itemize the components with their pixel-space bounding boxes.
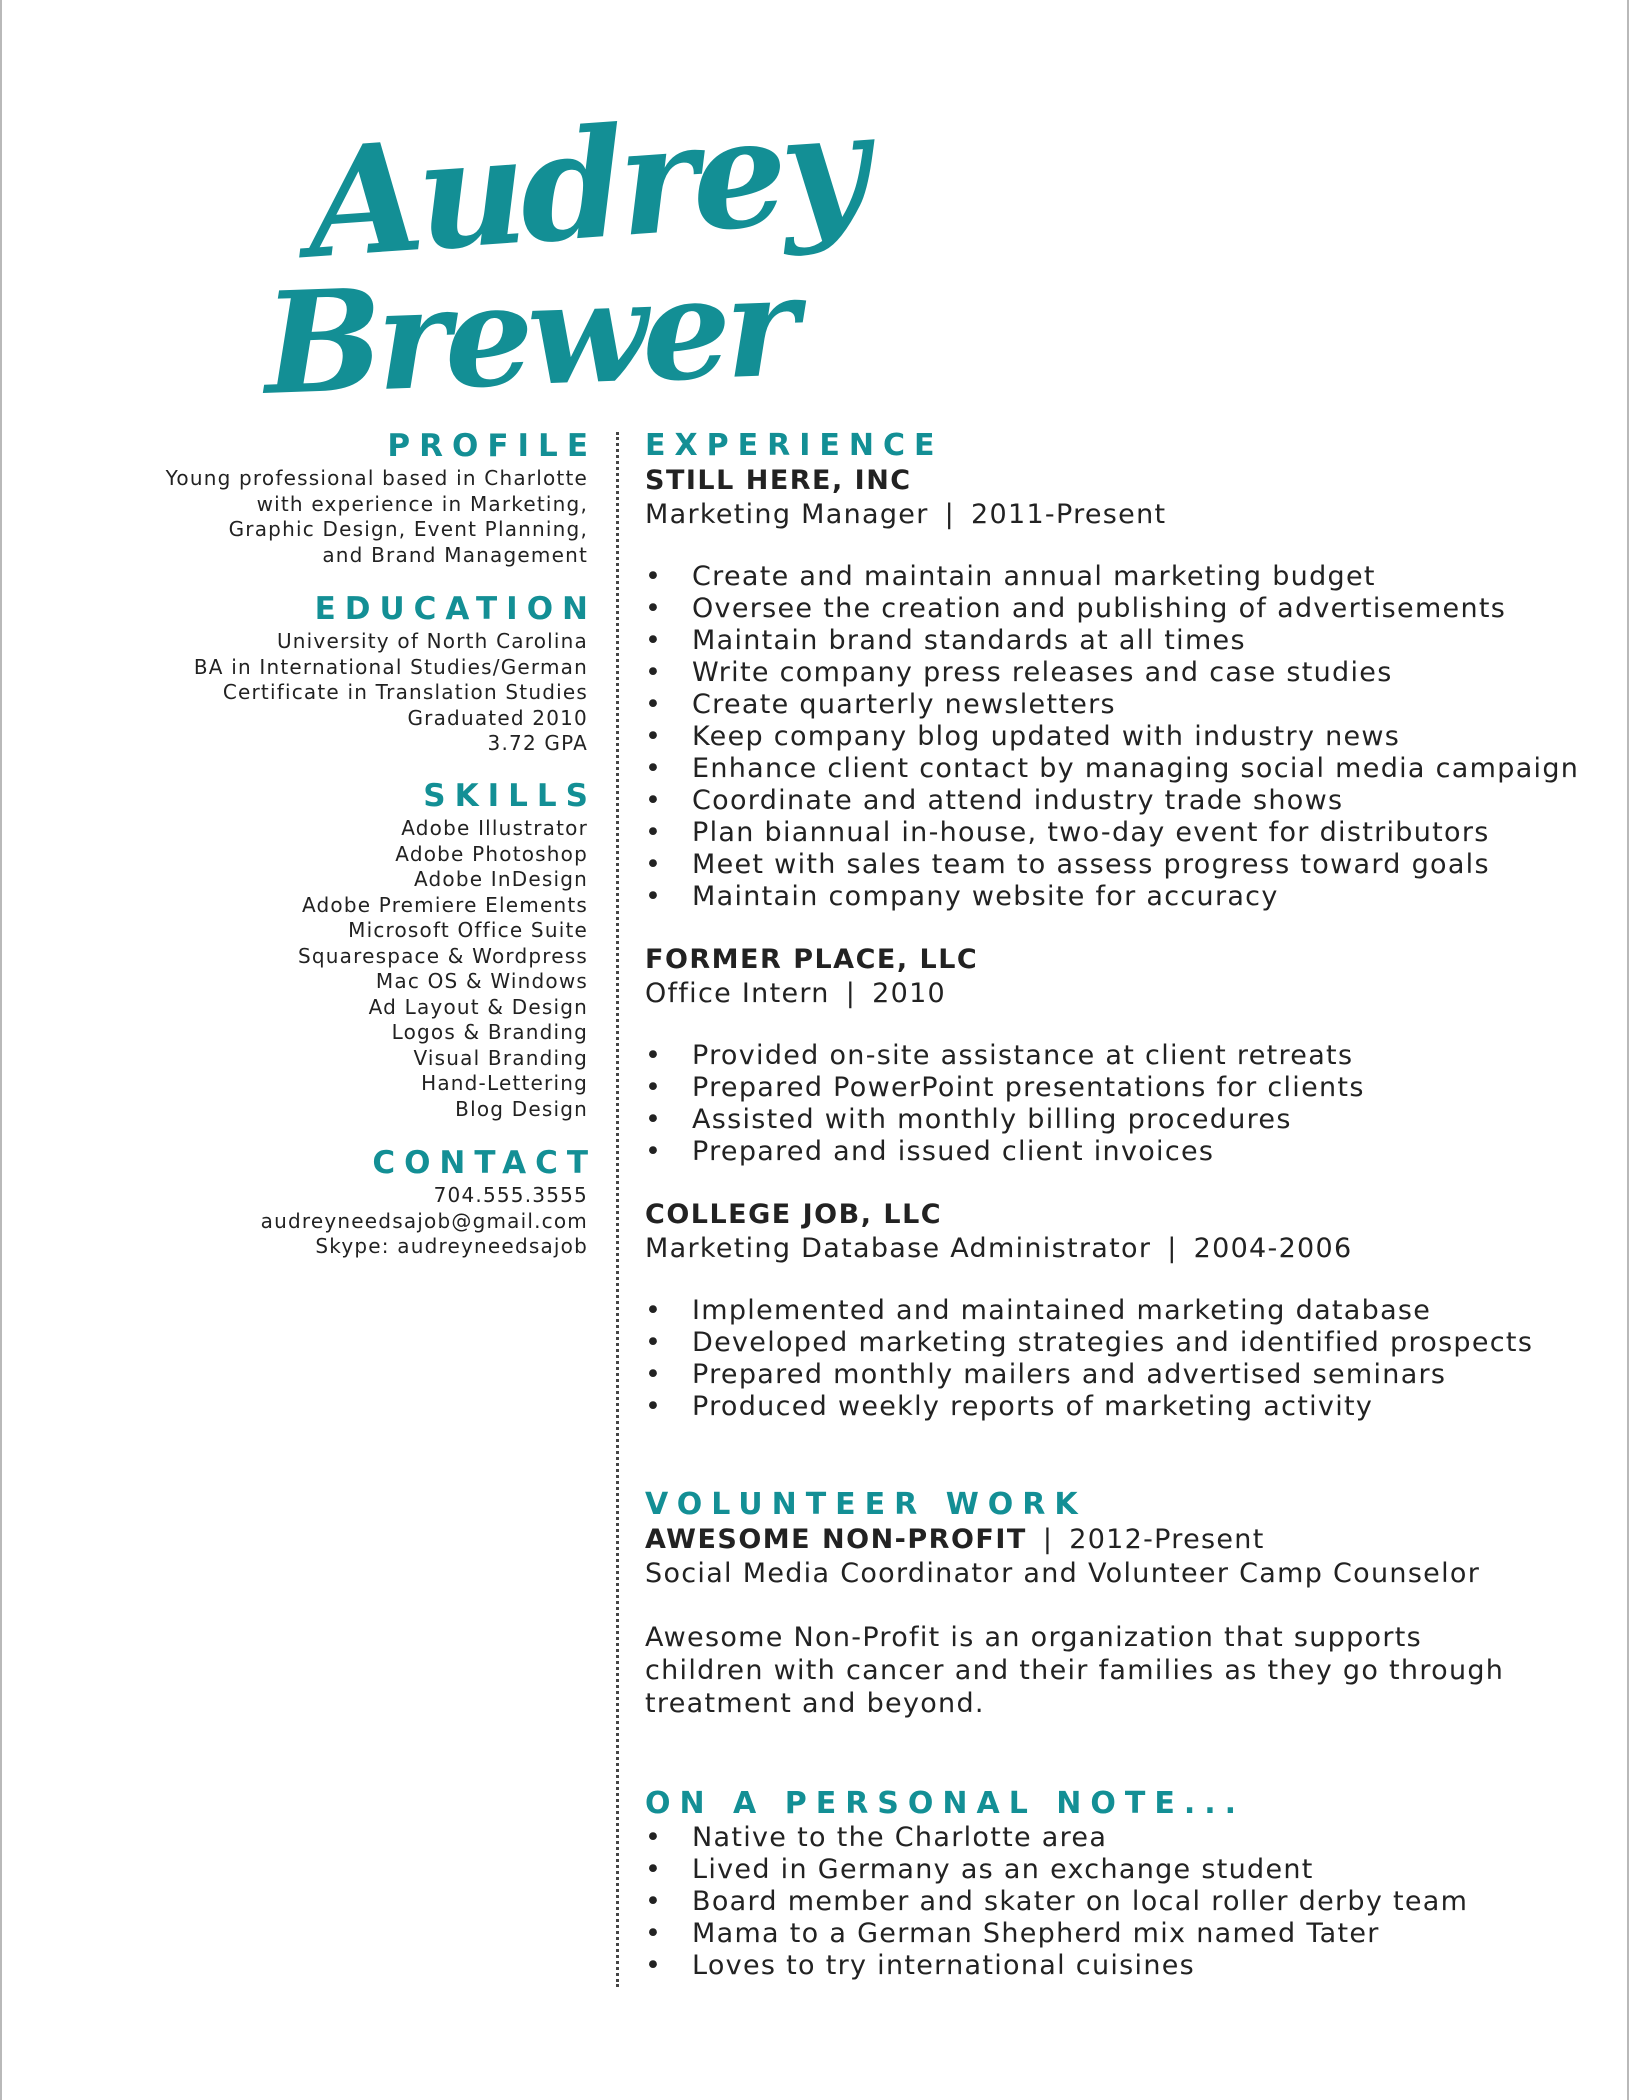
bullet-dot: • — [645, 1950, 663, 1981]
job-bullet — [645, 657, 1595, 689]
bullet-dot: • — [645, 1391, 663, 1422]
bullet-dot: • — [645, 1295, 663, 1326]
bullet-dot: • — [645, 817, 663, 848]
skill-item: Mac OS & Windows — [375, 969, 588, 993]
job-bullet — [645, 1359, 1595, 1391]
volunteer-role: Social Media Coordinator and Volunteer Camp Counselor — [645, 1558, 1481, 1589]
job-bullet — [645, 849, 1595, 881]
profile-heading: PROFILE — [387, 428, 597, 464]
bullet-text: Provided on-site assistance at client retreats — [692, 1040, 1354, 1071]
job-bullet — [645, 689, 1595, 721]
skills-section — [42, 778, 597, 1122]
separator: | — [1042, 1524, 1054, 1555]
job-bullet — [645, 785, 1595, 817]
bullet-dot: • — [645, 1136, 663, 1167]
job-title: Marketing Database Administrator — [645, 1233, 1152, 1264]
job-role-line — [645, 498, 1595, 532]
personal-heading: ON A PERSONAL NOTE... — [645, 1786, 1246, 1821]
experience-section — [645, 428, 1595, 913]
job-bullet — [645, 593, 1595, 625]
personal-bullet — [645, 1886, 1595, 1918]
contact-heading: CONTACT — [372, 1145, 597, 1181]
skill-item: Adobe Illustrator — [401, 816, 588, 840]
job-bullet — [645, 881, 1595, 913]
last-name: Brewer — [261, 244, 796, 427]
skill-item: Adobe InDesign — [413, 867, 588, 891]
bullet-text: Coordinate and attend industry trade shows — [692, 785, 1344, 816]
skill-item: Hand-Lettering — [421, 1071, 588, 1095]
job-entry — [645, 943, 1595, 1168]
profile-line: with experience in Marketing, — [256, 491, 588, 516]
bullet-text: Plan biannual in-house, two-day event for distributors — [692, 817, 1490, 848]
volunteer-description — [645, 1621, 1595, 1720]
bullet-dot: • — [645, 881, 663, 912]
bullet-text: Prepared monthly mailers and advertised seminars — [692, 1359, 1447, 1390]
experience-heading: EXPERIENCE — [645, 428, 944, 463]
bullet-dot: • — [645, 593, 663, 624]
bullet-text: Maintain company website for accuracy — [692, 881, 1279, 912]
job-bullet — [645, 1391, 1595, 1423]
bullet-text: Maintain brand standards at all times — [692, 625, 1246, 656]
separator: | — [1167, 1233, 1178, 1264]
description-line: Awesome Non-Profit is an organization that supports — [645, 1622, 1423, 1653]
skill-item: Adobe Photoshop — [395, 841, 588, 866]
bullet-text: Board member and skater on local roller derby team — [692, 1886, 1469, 1917]
volunteer-org-line — [645, 1523, 1595, 1557]
bullet-dot: • — [645, 1359, 663, 1390]
skills-heading: SKILLS — [423, 778, 597, 814]
bullet-dot: • — [645, 849, 663, 880]
personal-bullets — [645, 1822, 1595, 1982]
skill-item: Visual Branding — [413, 1045, 588, 1070]
description-line: children with cancer and their families as they go through — [645, 1655, 1505, 1686]
profile-line: and Brand Management — [322, 542, 588, 567]
job-bullets — [645, 1040, 1595, 1168]
job-bullet — [645, 1136, 1595, 1168]
bullet-text: Mama to a German Shepherd mix named Tater — [692, 1918, 1380, 1949]
description-line: treatment and beyond. — [645, 1688, 985, 1719]
job-bullet — [645, 1072, 1595, 1104]
personal-bullet — [645, 1822, 1595, 1854]
bullet-dot: • — [645, 1327, 663, 1358]
job-bullet — [645, 721, 1595, 753]
bullet-dot: • — [645, 1918, 663, 1949]
bullet-dot: • — [645, 1104, 663, 1135]
bullet-text: Prepared and issued client invoices — [692, 1136, 1215, 1167]
education-line: BA in International Studies/German — [193, 654, 588, 679]
bullet-text: Lived in Germany as an exchange student — [692, 1854, 1314, 1885]
job-role-line — [645, 1232, 1595, 1266]
volunteer-heading: VOLUNTEER WORK — [645, 1487, 1087, 1522]
skill-item: Squarespace & Wordpress — [297, 943, 588, 968]
skill-item: Blog Design — [455, 1096, 588, 1121]
separator: | — [944, 499, 956, 530]
separator: | — [845, 978, 857, 1009]
bullet-dot: • — [645, 721, 663, 752]
bullet-dot: • — [645, 657, 663, 688]
volunteer-org: AWESOME NON-PROFIT — [645, 1524, 1027, 1555]
skills-list — [42, 816, 588, 1122]
bullet-text: Assisted with monthly billing procedures — [692, 1104, 1292, 1135]
bullet-dot: • — [645, 785, 663, 816]
contact-section — [42, 1145, 597, 1260]
column-divider — [616, 432, 619, 1987]
job-bullet — [645, 561, 1595, 593]
bullet-text: Implemented and maintained marketing database — [692, 1295, 1432, 1326]
job-company: STILL HERE, INC — [645, 465, 912, 496]
job-bullet — [645, 1040, 1595, 1072]
job-bullets — [645, 561, 1595, 913]
job-bullet — [645, 1327, 1595, 1359]
job-title: Office Intern — [645, 978, 830, 1009]
bullet-text: Native to the Charlotte area — [692, 1822, 1108, 1853]
bullet-dot: • — [645, 753, 663, 784]
bullet-text: Produced weekly reports of marketing activity — [692, 1391, 1374, 1422]
bullet-text: Create and maintain annual marketing budget — [692, 561, 1376, 592]
first-name: Audrey — [301, 78, 868, 293]
job-title: Marketing Manager — [645, 499, 929, 530]
job-bullet — [645, 1295, 1595, 1327]
bullet-text: Prepared PowerPoint presentations for clients — [692, 1072, 1365, 1103]
job-bullet — [645, 625, 1595, 657]
job-bullet — [645, 1104, 1595, 1136]
bullet-dot: • — [645, 689, 663, 720]
personal-section — [645, 1786, 1595, 1982]
education-line: University of North Carolina — [276, 629, 588, 653]
job-company: COLLEGE JOB, LLC — [645, 1199, 943, 1230]
skill-item: Microsoft Office Suite — [348, 918, 588, 942]
job-dates: 2011-Present — [971, 499, 1167, 530]
job-bullets — [645, 1295, 1595, 1423]
job-bullet — [645, 753, 1595, 785]
bullet-text: Meet with sales team to assess progress toward goals — [692, 849, 1490, 880]
skill-item: Adobe Premiere Elements — [301, 892, 588, 917]
bullet-text: Loves to try international cuisines — [692, 1950, 1196, 1981]
bullet-dot: • — [645, 1886, 663, 1917]
bullet-dot: • — [645, 625, 663, 656]
bullet-dot: • — [645, 1040, 663, 1071]
job-dates: 2004-2006 — [1193, 1233, 1353, 1264]
job-bullet — [645, 817, 1595, 849]
personal-bullet — [645, 1918, 1595, 1950]
skill-item: Logos & Branding — [391, 1020, 588, 1044]
bullet-dot: • — [645, 1072, 663, 1103]
bullet-text: Keep company blog updated with industry news — [692, 721, 1401, 752]
bullet-text: Developed marketing strategies and identified prospects — [692, 1327, 1534, 1358]
bullet-dot: • — [645, 561, 663, 592]
bullet-dot: • — [645, 1854, 663, 1885]
education-heading: EDUCATION — [314, 591, 597, 627]
education-line: 3.72 GPA — [487, 731, 588, 755]
profile-line: Young professional based in Charlotte — [165, 466, 588, 490]
bullet-text: Oversee the creation and publishing of advertisements — [692, 593, 1507, 624]
profile-section — [42, 428, 597, 568]
job-entry — [645, 464, 1595, 913]
job-company: FORMER PLACE, LLC — [645, 944, 979, 975]
bullet-dot: • — [645, 1822, 663, 1853]
bullet-text: Write company press releases and case studies — [692, 657, 1393, 688]
job-role-line — [645, 977, 1595, 1011]
contact-email[interactable]: audreyneedsajob@gmail.com — [260, 1208, 588, 1233]
name-logo — [261, 78, 868, 450]
education-section — [42, 591, 597, 757]
job-dates: 2010 — [872, 978, 947, 1009]
volunteer-section — [645, 1487, 1595, 1720]
job-entry — [645, 1198, 1595, 1423]
bullet-text: Create quarterly newsletters — [692, 689, 1116, 720]
personal-bullet — [645, 1854, 1595, 1886]
contact-phone[interactable]: 704.555.3555 — [433, 1183, 588, 1207]
personal-bullet — [645, 1950, 1595, 1982]
education-line: Certificate in Translation Studies — [222, 680, 588, 704]
education-line: Graduated 2010 — [407, 705, 588, 730]
bullet-text: Enhance client contact by managing social media campaign — [692, 753, 1580, 784]
volunteer-dates: 2012-Present — [1069, 1524, 1265, 1555]
contact-skype[interactable]: Skype: audreyneedsajob — [315, 1234, 588, 1258]
profile-line: Graphic Design, Event Planning, — [228, 517, 588, 541]
skill-item: Ad Layout & Design — [368, 994, 588, 1019]
